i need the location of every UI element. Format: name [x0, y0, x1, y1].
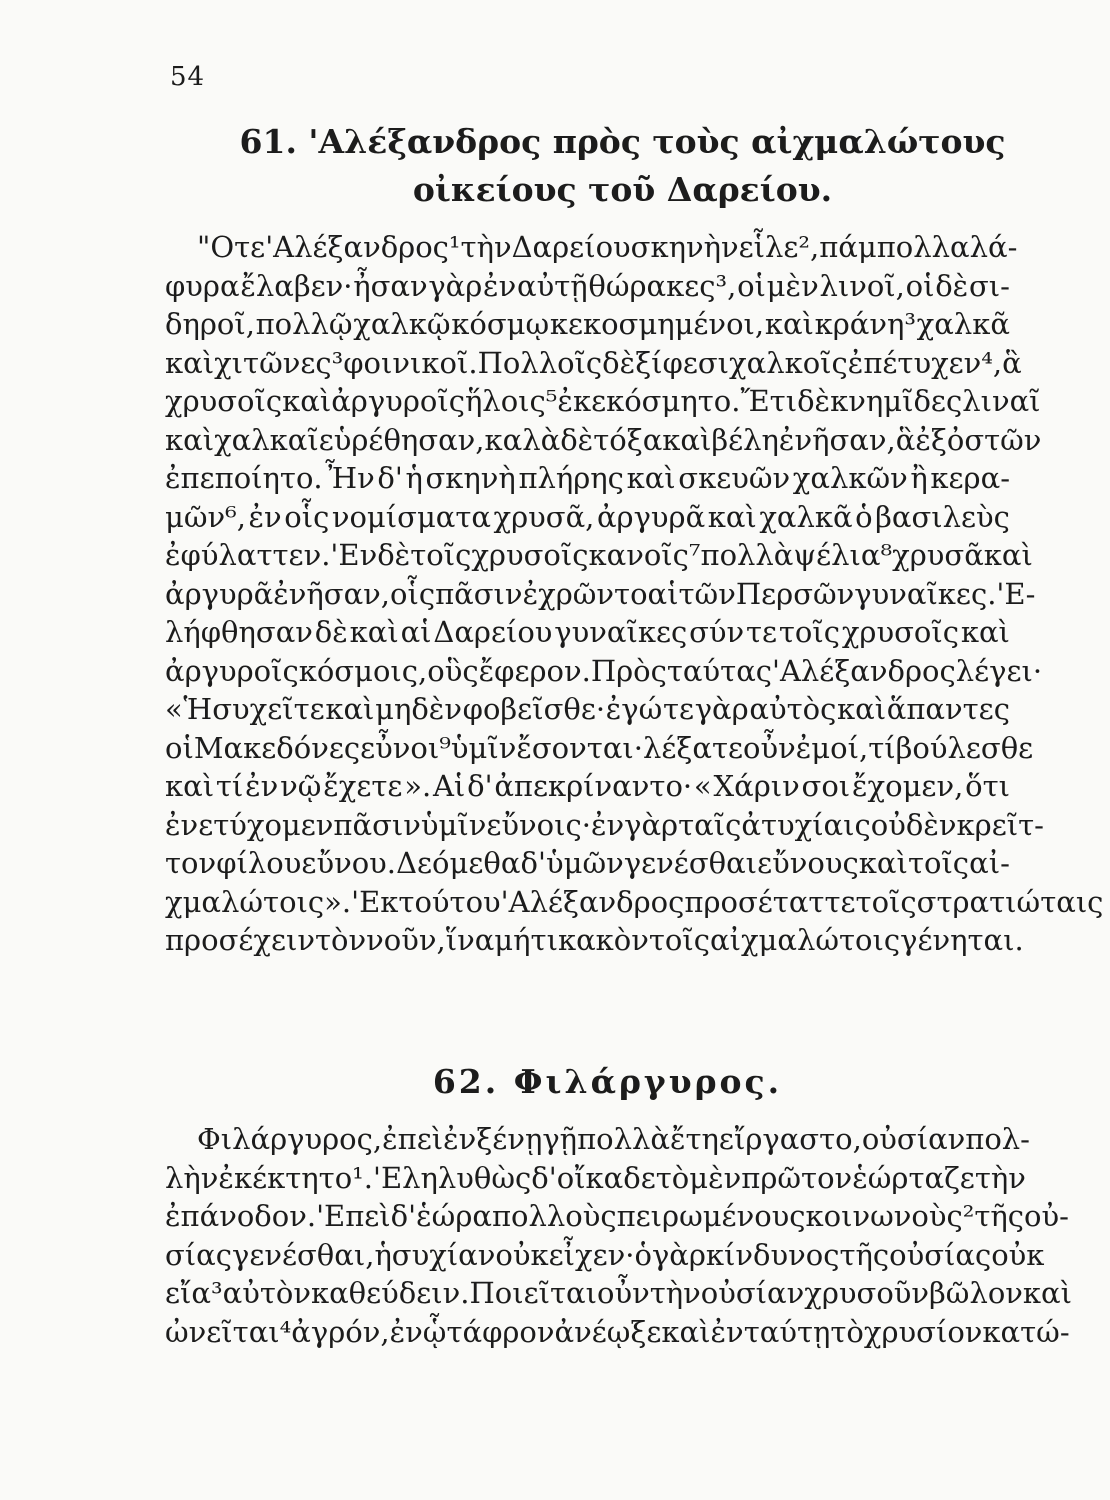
section-61-title-line-1: 61. 'Αλέξανδρος πρὸς τοὺς αἰχμαλώτους	[239, 122, 1006, 161]
section-61-body-line: καὶ χιτῶνες³ φοινικοῖ. Πολλοῖς δὲ ξίφεσι χαλκοῖς ἐπέτυχεν⁴, ἃ	[165, 345, 1022, 380]
section-62-title: 62. Φιλάργυρος.	[432, 1062, 783, 1101]
section-61-body-line: ἐνετύχομεν πᾶσιν ὑμῖν εὔνοις· ἐν γὰρ ταῖς ἀτυχίαις οὐδὲν κρεῖτ-	[165, 807, 1044, 842]
section-61-body-line: οἱ Μακεδόνες εὖνοι⁹ ὑμῖν ἔσονται· λέξατε οὖν ἐμοί, τί βούλεσθε	[165, 730, 1034, 765]
section-61-body-line: χρυσοῖς καὶ ἀργυροῖς ἥλοις⁵ ἐκεκόσμητο. Ἔτι δὲ κνημῖδες λιναῖ	[165, 384, 1041, 418]
section-61-body	[165, 228, 1104, 960]
section-61-body-line: "Οτε 'Αλέξανδρος¹ τὴν Δαρείου σκηνὴν εἷλε², πάμπολλα λά-	[197, 230, 1018, 264]
section-61-body-line: καὶ χαλκαῖ εὑρέθησαν, καλὰ δὲ τόξα καὶ βέλη ἐνῆσαν, ἃ ἐξ ὀστῶν	[165, 422, 1042, 457]
section-61-body-line: μῶν⁶, ἐν οἷς νομίσματα χρυσᾶ, ἀργυρᾶ καὶ χαλκᾶ ὁ βασιλεὺς	[165, 499, 1010, 534]
section-61-body-line: ἐφύλαττεν. 'Εν δὲ τοῖς χρυσοῖς κανοῖς⁷ πολλὰ ψέλια⁸ χρυσᾶ καὶ	[165, 538, 1033, 572]
section-61-title-line-2: οἰκείους τοῦ Δαρείου.	[412, 170, 833, 209]
section-62-body-line: ἐπάνοδον. 'Επεὶ δ' ἑώρα πολλοὺς πειρωμένους κοινωνοὺς² τῆς οὐ-	[165, 1199, 1069, 1233]
section-61	[165, 118, 1010, 214]
section-61-body-line: « Ἡσυχεῖτε καὶ μηδὲν φοβεῖσθε· ἐγώ τε γὰρ αὐτὸς καὶ ἅπαντες	[165, 692, 1010, 726]
section-61-body-line: ἐπεποίητο. Ἦν δ' ἡ σκηνὴ πλήρης καὶ σκευῶν χαλκῶν ἢ κερα-	[165, 461, 1010, 495]
section-61-body-line: λήφθησαν δὲ καὶ αἱ Δαρείου γυναῖκες σύν τε τοῖς χρυσοῖς καὶ	[165, 615, 1010, 649]
section-61-body-line: ἀργυρᾶ ἐνῆσαν, οἷς πᾶσιν ἐχρῶντο αἱ τῶν Περσῶν γυναῖκες. 'Ε-	[165, 576, 1036, 611]
section-62-body-line: ὠνεῖται⁴ ἀγρόν, ἐν ᾧ τάφρον ἀνέῳξε καὶ ἐν ταύτῃ τὸ χρυσίον κατώ-	[165, 1314, 1070, 1349]
section-61-body-line: δηροῖ, πολλῷ χαλκῷ κόσμῳ κεκοσμημένοι, καὶ κράνη³ χαλκᾶ	[165, 307, 1010, 341]
section-61-body-line: ἀργυροῖς κόσμοις, οὓς ἔφερον. Πρὸς ταύτας 'Αλέξανδρος λέγει·	[165, 653, 1043, 688]
section-61-body-line: φυρα ἔλαβεν· ἦσαν γὰρ ἐν αὐτῇ θώρακες³, οἱ μὲν λινοῖ, οἱ δὲ σι-	[165, 268, 1010, 303]
section-61-body-line: προσέχειν τὸν νοῦν, ἵνα μή τι κακὸν τοῖς αἰχμαλώτοις γένηται.	[165, 923, 1024, 957]
section-61-body-line: καὶ τί ἐν νῷ ἔχετε ». Αἱ δ' ἀπεκρίναντο· « Χάριν σοι ἔχομεν, ὅτι	[165, 769, 1010, 803]
section-61-title	[165, 118, 1010, 214]
section-62	[165, 1060, 1010, 1104]
page-number: 54	[170, 62, 206, 92]
section-61-body-line: χμαλώτοις ». 'Εκ τούτου 'Αλέξανδρος προσέταττε τοῖς στρατιώταις	[165, 884, 1104, 919]
section-62-body	[165, 1120, 1073, 1351]
section-62-body-line: εἴα³ αὐτὸν καθεύδειν. Ποιεῖται οὖν τὴν οὐσίαν χρυσοῦν βῶλον καὶ	[165, 1276, 1073, 1310]
section-62-body-line: σίας γενέσθαι, ἡσυχίαν οὐκ εἶχεν· ὁ γὰρ κίνδυνος τῆς οὐσίας οὐκ	[165, 1237, 1045, 1272]
section-62-body-line: Φιλάργυρος, ἐπεὶ ἐν ξένῃ γῇ πολλὰ ἔτη εἴργαστο, οὐσίαν πολ-	[197, 1122, 1030, 1156]
section-62-body-line: λὴν ἐκέκτητο¹. 'Εληλυθὼς δ' οἴκαδε τὸ μὲν πρῶτον ἑώρταζε τὴν	[165, 1160, 1026, 1195]
section-61-body-line: τον φίλου εὔνου. Δεόμεθα δ' ὑμῶν γενέσθαι εὔνους καὶ τοῖς αἰ-	[165, 846, 1010, 880]
